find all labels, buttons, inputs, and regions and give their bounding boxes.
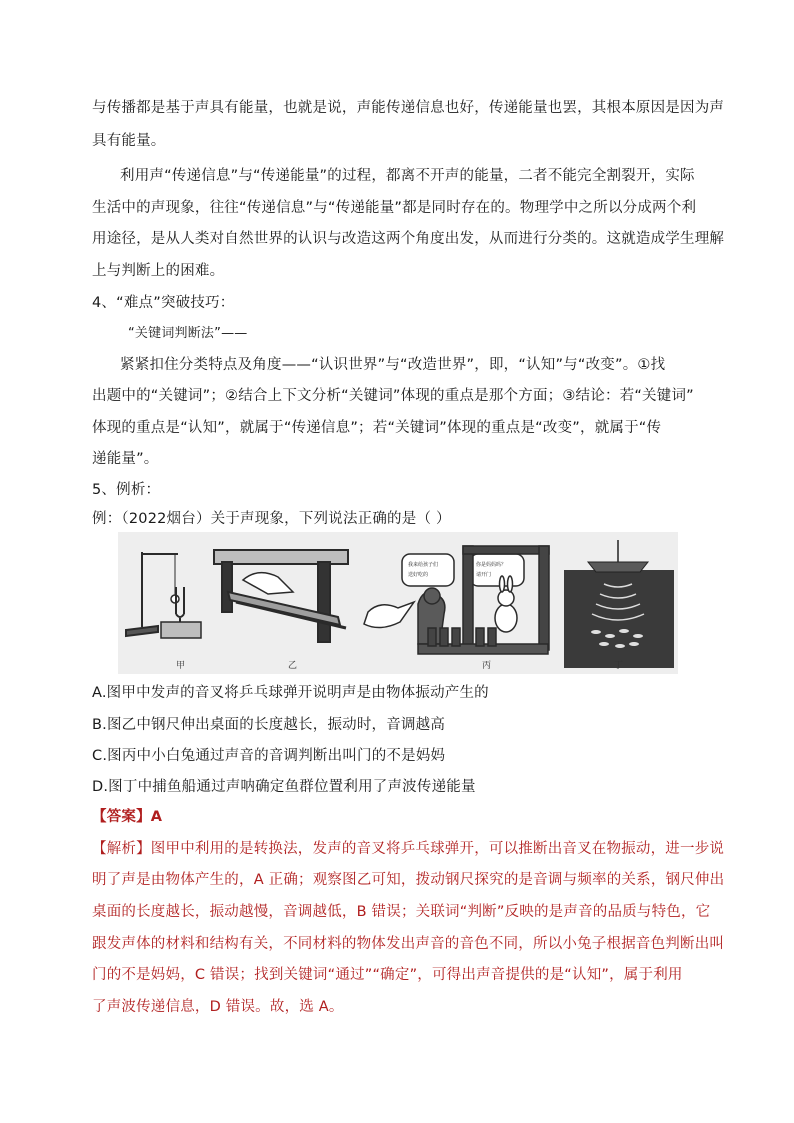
sound-experiments-figure [118,532,678,674]
analysis-line: 【解析】图甲中利用的是转换法，发声的音叉将乒乓球弹开，可以推断出音叉在物振动，进一步说 [92,841,725,857]
analysis-line: 桌面的长度越长，振动越慢，音调越低，B 错误；关联词“判断”反映的是声音的品质与特色，它 [92,904,711,920]
paragraph-line: 具有能量。 [92,133,166,149]
bubble-right-line1: 你是妈妈吗？ [476,562,507,568]
paragraph-line: 与传播都是基于声具有能量，也就是说，声能传递信息也好，传递能量也罢，其根本原因是因为声 [92,100,725,116]
paragraph-line: 上与判断上的困难。 [92,263,225,279]
caption-bing: 丙 [482,661,492,671]
section-heading: 4、“难点”突破技巧： [92,295,235,311]
method-label: “关键词判断法”—— [128,326,248,341]
option-a: A.图甲中发声的音叉将乒乓球弹开说明声是由物体振动产生的 [92,685,489,701]
bubble-right-line2: 请开门 [476,572,492,578]
caption-ding: 丁 [614,661,624,671]
analysis-line: 跟发声体的材料和结构有关，不同材料的物体发出声音的音色不同，所以小兔子根据音色判断出叫 [92,936,725,952]
caption-jia: 甲 [176,661,186,671]
option-b: B.图乙中钢尺伸出桌面的长度越长，振动时，音调越高 [92,717,446,733]
paragraph-line: 体现的重点是“认知”，就属于“传递信息”；若“关键词”体现的重点是“改变”，就属于“传 [92,420,662,436]
analysis-line: 了声波传递信息，D 错误。故，选 A。 [92,999,344,1015]
analysis-line: 门的不是妈妈，C 错误；找到关键词“通过”“确定”，可得出声音提供的是“认知”，属于利用 [92,967,683,983]
answer-label: 【答案】A [92,809,163,825]
paragraph-line: 递能量”。 [92,451,159,467]
bubble-left-line1: 我来给孩子们 [408,562,439,568]
paragraph-line: 紧紧扣住分类特点及角度——“认识世界”与“改造世界”，即，“认知”与“改变”。①找 [120,357,666,373]
caption-yi: 乙 [288,661,298,671]
paragraph-line: 利用声“传递信息”与“传递能量”的过程，都离不开声的能量，二者不能完全割裂开，实际 [120,168,695,184]
figure-illustration [118,532,678,674]
paragraph-line: 用途径，是从人类对自然世界的认识与改造这两个角度出发，从而进行分类的。这就造成学生理解 [92,231,725,247]
example-question: 例：（2022烟台）关于声现象，下列说法正确的是（ ） [92,511,451,527]
paragraph-line: 生活中的声现象，往往“传递信息”与“传递能量”都是同时存在的。物理学中之所以分成两个利 [92,200,697,216]
option-d: D.图丁中捕鱼船通过声呐确定鱼群位置利用了声波传递能量 [92,779,476,795]
analysis-line: 明了声是由物体产生的，A 正确；观察图乙可知，拨动钢尺探究的是音调与频率的关系，钢尺伸出 [92,872,725,888]
paragraph-line: 出题中的“关键词”；②结合上下文分析“关键词”体现的重点是那个方面；③结论：若“关键词” [92,388,694,404]
option-c: C.图丙中小白兔通过声音的音调判断出叫门的不是妈妈 [92,748,446,764]
section-heading: 5、例析： [92,482,161,498]
bubble-left-line2: 送好吃的 [408,572,429,578]
